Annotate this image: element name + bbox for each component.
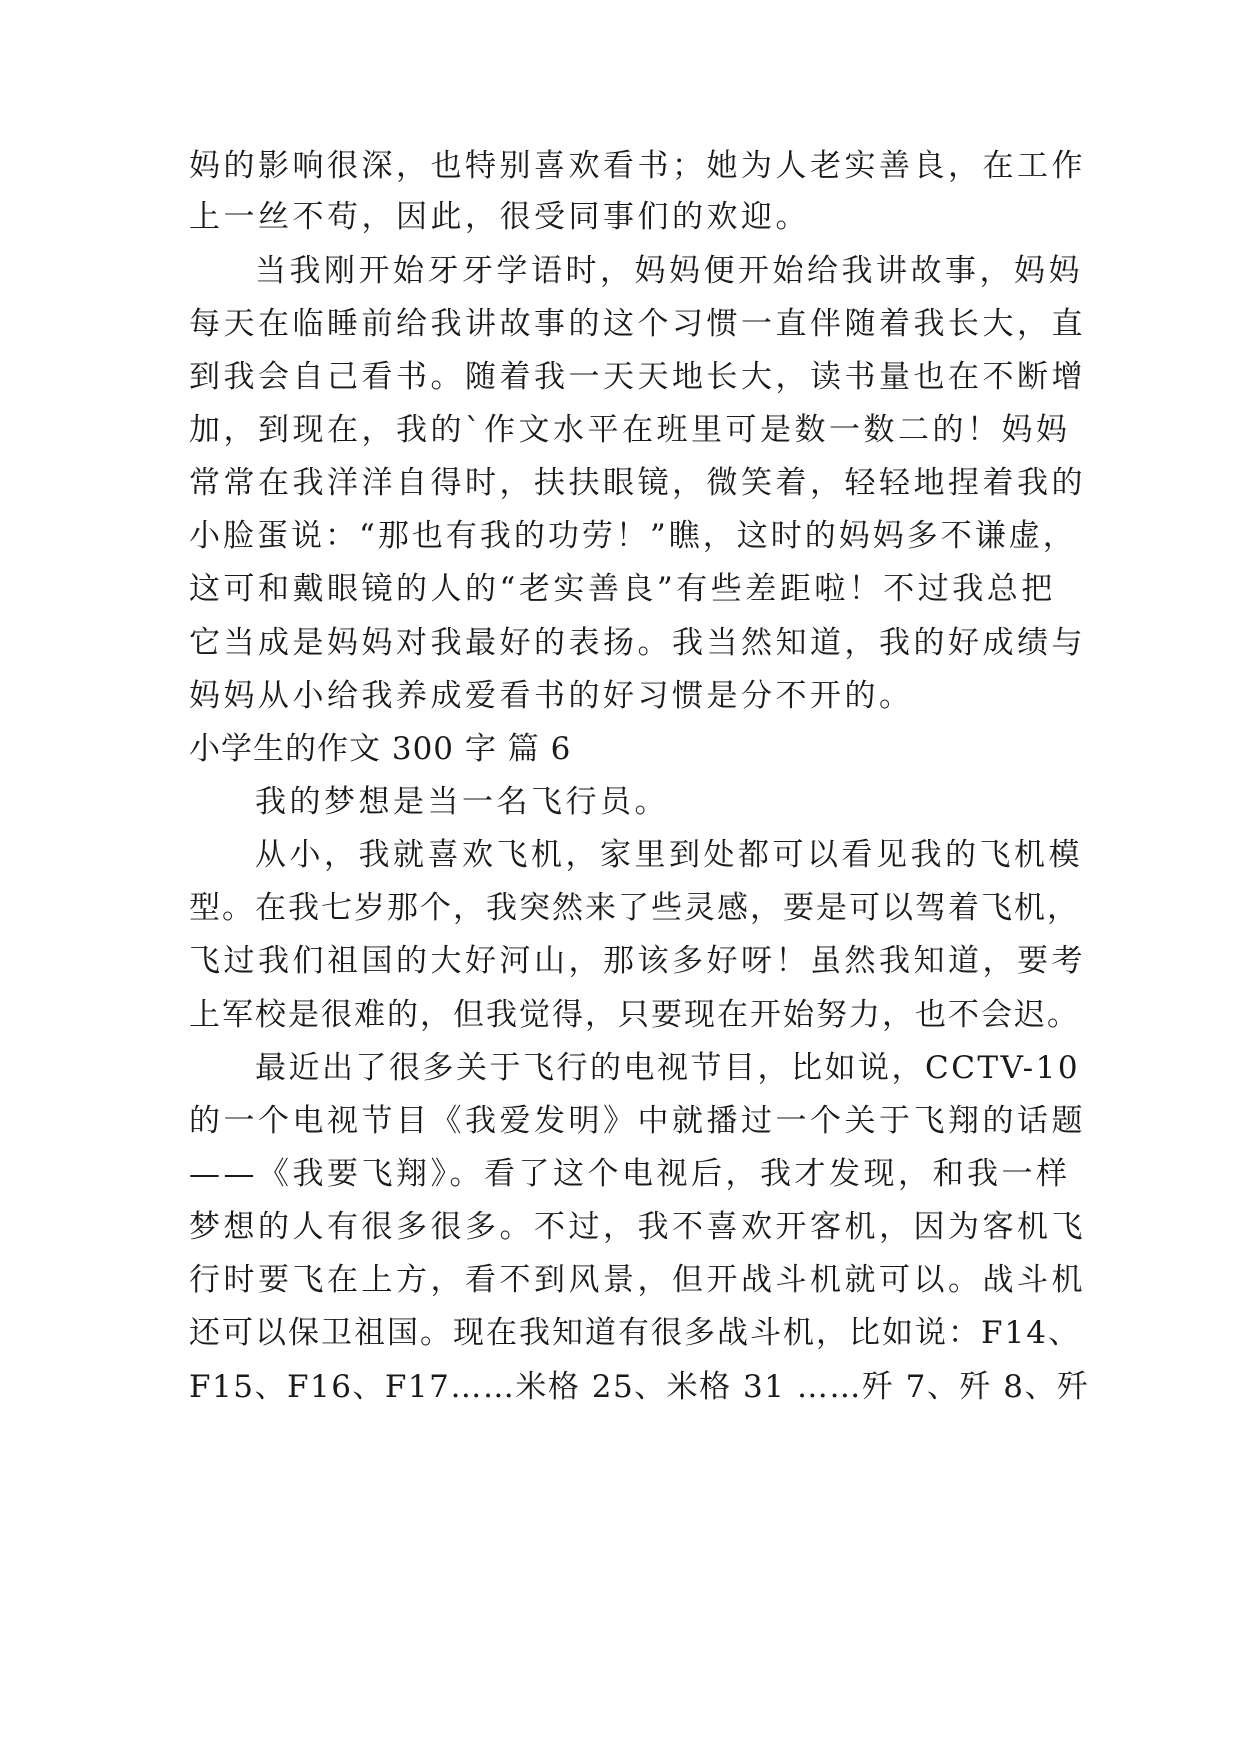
paragraph-line: 飞过我们祖国的大好河山，那该多好呀！虽然我知道，要考 xyxy=(189,943,1086,979)
paragraph-line: 加，到现在，我的`作文水平在班里可是数一数二的！妈妈 xyxy=(189,412,1071,448)
paragraph-line: 妈的影响很深，也特别喜欢看书；她为人老实善良，在工作 xyxy=(189,148,1086,184)
paragraph-line: F15、F16、F17……米格 25、米格 31 ……歼 7、歼 8、歼 xyxy=(189,1369,1090,1405)
paragraph-line: 的一个电视节目《我爱发明》中就播过一个关于飞翔的话题 xyxy=(189,1103,1086,1139)
paragraph-line: ——《我要飞翔》。看了这个电视后，我才发现，和我一样 xyxy=(189,1156,1071,1192)
paragraph-line: 常常在我洋洋自得时，扶扶眼镜，微笑着，轻轻地捏着我的 xyxy=(189,465,1086,501)
paragraph-line: 梦想的人有很多很多。不过，我不喜欢开客机，因为客机飞 xyxy=(189,1209,1086,1245)
section-heading: 小学生的作文 300 字 篇 6 xyxy=(189,731,572,767)
paragraph-line: 这可和戴眼镜的人的“老实善良”有些差距啦！不过我总把 xyxy=(189,571,1056,607)
paragraph-line: 最近出了很多关于飞行的电视节目，比如说，CCTV-10 xyxy=(255,1050,1081,1086)
paragraph-line: 上一丝不苟，因此，很受同事们的欢迎。 xyxy=(189,199,810,235)
paragraph-line: 型。在我七岁那个，我突然来了些灵感，要是可以驾着飞机， xyxy=(189,890,1080,926)
paragraph-line: 妈妈从小给我养成爱看书的好习惯是分不开的。 xyxy=(189,678,914,714)
paragraph-line: 还可以保卫祖国。现在我知道有很多战斗机，比如说：F14、 xyxy=(189,1315,1081,1351)
paragraph-line: 当我刚开始牙牙学语时，妈妈便开始给我讲故事，妈妈 xyxy=(255,253,1083,289)
paragraph-line: 每天在临睡前给我讲故事的这个习惯一直伴随着我长大，直 xyxy=(189,306,1086,342)
paragraph-line: 上军校是很难的，但我觉得，只要现在开始努力，也不会迟。 xyxy=(189,997,1080,1033)
paragraph-line: 行时要飞在上方，看不到风景，但开战斗机就可以。战斗机 xyxy=(189,1262,1086,1298)
paragraph-line: 它当成是妈妈对我最好的表扬。我当然知道，我的好成绩与 xyxy=(189,625,1086,661)
paragraph-line: 到我会自己看书。随着我一天天地长大，读书量也在不断增 xyxy=(189,359,1086,395)
paragraph-line: 从小，我就喜欢飞机，家里到处都可以看见我的飞机模 xyxy=(255,837,1083,873)
paragraph-line: 我的梦想是当一名飞行员。 xyxy=(255,784,669,820)
paragraph-line: 小脸蛋说：“那也有我的功劳！”瞧，这时的妈妈多不谦虚， xyxy=(189,518,1077,554)
